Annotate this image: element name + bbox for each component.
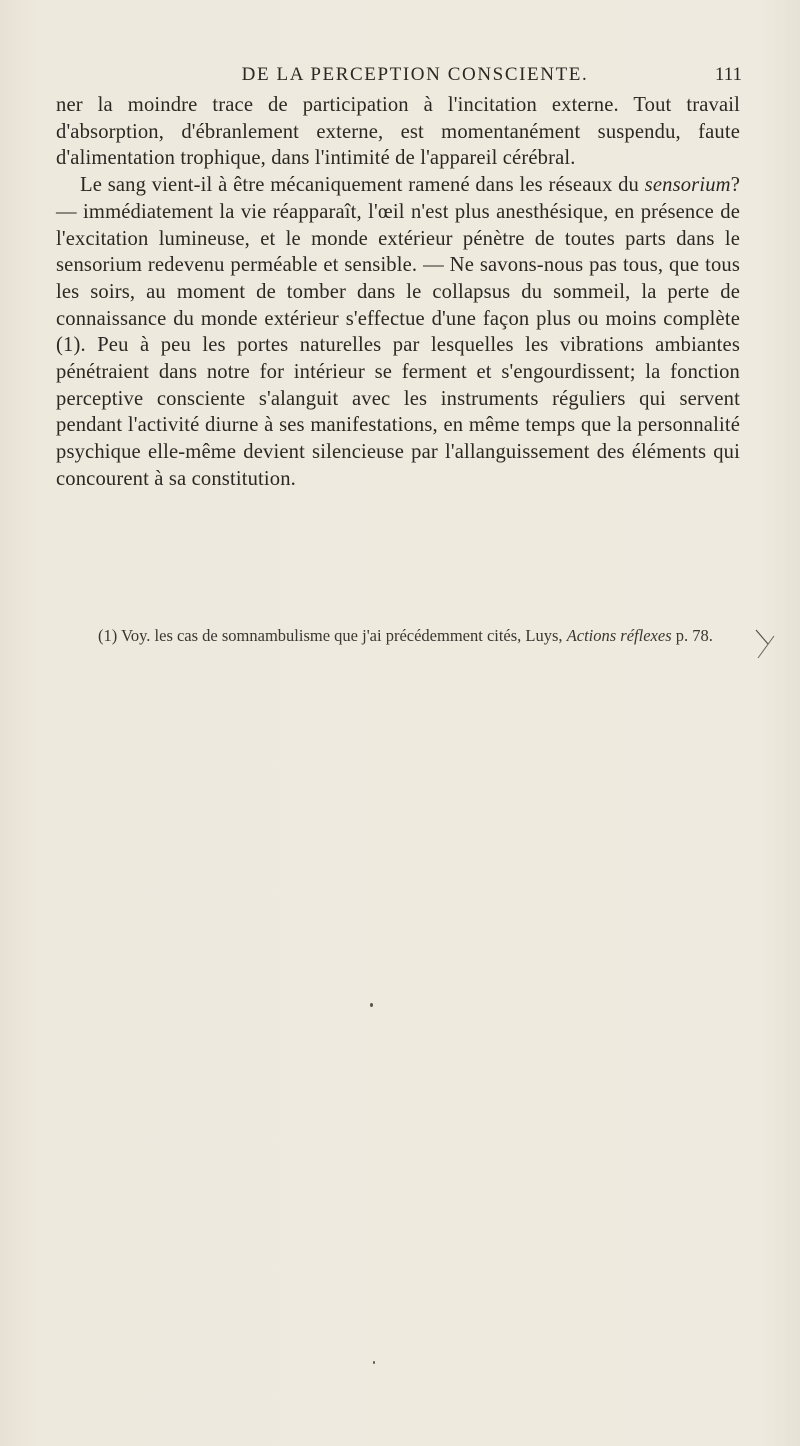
paper-speck xyxy=(370,1003,373,1007)
footnote-text-end: p. 78. xyxy=(671,626,713,645)
footnote-italic-title: Actions réflexes xyxy=(566,626,672,645)
running-title: DE LA PERCEPTION CONSCIENTE. xyxy=(241,64,589,85)
paragraph-2-text-rest: ? — immédiatement la vie réapparaît, l'œil n'est plus anesthésique, en présence de l'excitation lumineuse, et le monde extérieur pénètre de toutes parts dans le sensorium redevenu perméable et sensible. — Ne savons-nous pas tous, que tous les soirs, au moment de tomber dans le collapsus du sommeil, la perte de connaissance du monde extérieur s'effectue d'une façon plus ou moins complète (1). Peu à peu les portes naturelles par lesquelles les vibrations ambiantes pénétraient dans notre for intérieur se ferment et s'engourdissent; la fonction perceptive consciente s'alanguit avec les instruments réguliers qui servent pendant l'activité diurne à ses manifestations, en même temps que la personnalité psychique elle-même devient silencieuse par l'allanguissement des éléments qui concourent à sa constitution. xyxy=(56,174,740,490)
paragraph-2-text-start: Le sang vient-il à être mécaniquement ramené dans les réseaux du xyxy=(80,174,645,197)
paragraph-1 xyxy=(56,92,740,172)
paragraph-1-text: ner la moindre trace de participation à l'incitation externe. Tout travail d'absorption, d'ébranlement externe, est momentanément suspendu, faute d'alimentation trophique, dans l'intimité de l'appareil cérébral. xyxy=(56,94,740,170)
page-number: 111 xyxy=(714,64,742,85)
paragraph-2-italic-sensorium: sensorium xyxy=(644,174,731,197)
footnote xyxy=(58,626,728,646)
margin-mark-icon xyxy=(754,628,776,664)
body-text xyxy=(56,92,740,493)
running-head xyxy=(60,62,742,88)
footnote-text xyxy=(58,626,728,646)
paragraph-2 xyxy=(56,172,740,492)
footnote-text-start: (1) Voy. les cas de somnambulisme que j'ai précédemment cités, Luys, xyxy=(98,626,567,645)
paper-speck xyxy=(373,1361,375,1364)
